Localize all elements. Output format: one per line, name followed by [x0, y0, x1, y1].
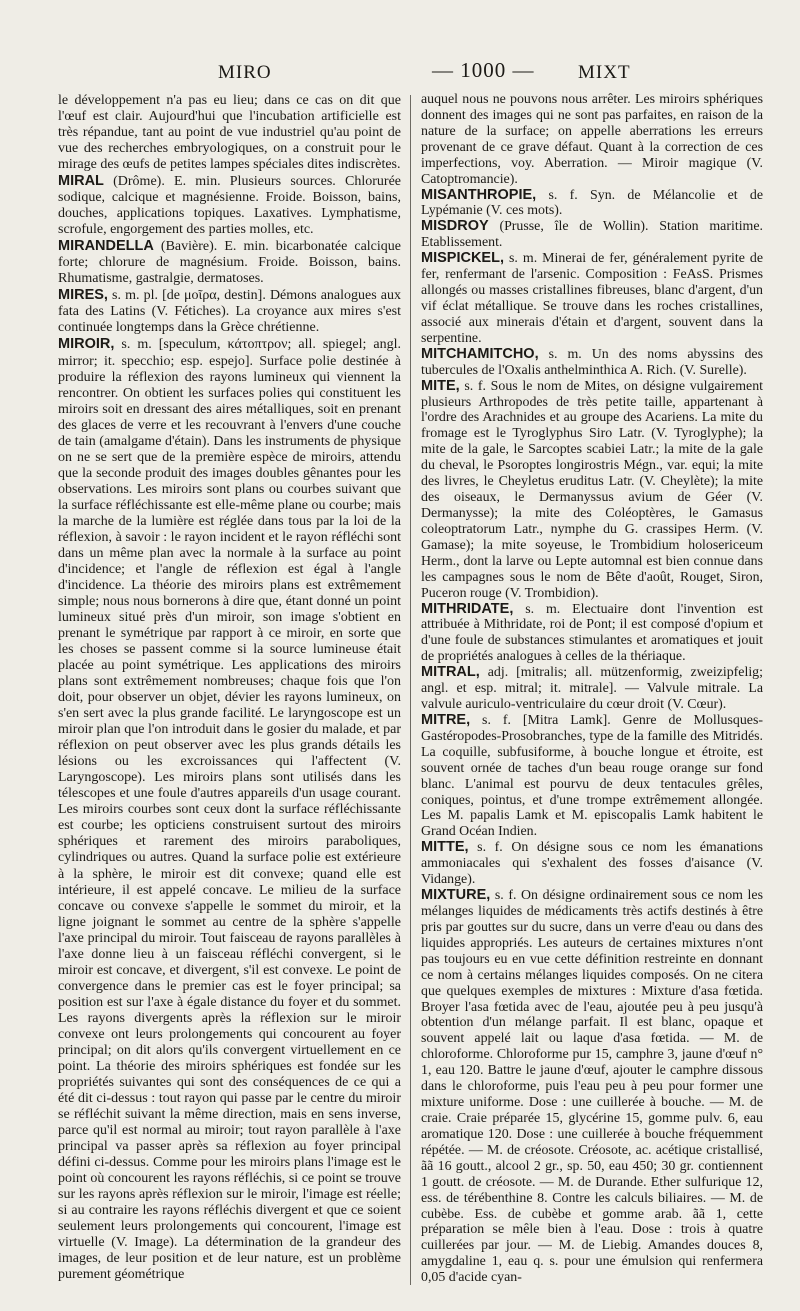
header-left-guideword: MIRO — [218, 62, 272, 83]
entry-mitre: MITRE, s. f. [Mitra Lamk]. Genre de Mollusques-Gastéropodes-Prosobranches, type de la famille des Mitridés. La coquille, subfusiforme, à bouche longue et étroite, est souvent ornée de taches d'un beau rouge orange sur fond blanc. L'animal est pourvu de deux tentacules grêles, coniques, pointus, et d'une trompe extrêmement allongée. Les M. papalis Lamk et M. episcopalis Lamk habitent le Grand Océan Indien. — [421, 711, 763, 840]
header-right-guideword: MIXT — [578, 62, 631, 83]
entry-misanthropie: MISANTHROPIE, s. f. Syn. de Mélancolie et de Lypémanie (V. ces mots). — [421, 186, 763, 219]
column-divider — [410, 95, 411, 1285]
entry-continuation: auquel nous ne pouvons nous arrêter. Les miroirs sphériques donnent des images qui ne sont pas parfaites, en raison de la nature de la surface; on appelle aberrations les erreurs provenant de ce grave défaut. Quant à la correction de ces imperfections, voy. Aberration. — Miroir magique (V. Catoptromancie). — [421, 92, 763, 187]
entry-mitchamitcho: MITCHAMITCHO, s. m. Un des noms abyssins des tubercules de l'Oxalis anthelminthica A. Rich. (V. Surelle). — [421, 345, 763, 378]
entry-mirandella: MIRANDELLA (Bavière). E. min. bicarbonatée calcique forte; chlorure de magnésium. Froide. Boisson, bains. Rhumatisme, gastralgie, dermatoses. — [58, 238, 401, 287]
entry-mispickel: MISPICKEL, s. m. Minerai de fer, généralement pyrite de fer, renfermant de l'arsenic. Composition : FeAsS. Prismes allongés ou masses cristallines fibreuses, blanc d'argent, d'un vif éclat métallique. Se trouve dans les roches cristallines, associé aux minerais d'étain et d'argent, souvent dans la serpentine. — [421, 250, 763, 346]
entry-mithridate: MITHRIDATE, s. m. Electuaire dont l'invention est attribuée à Mithridate, roi de Pont; il est composé d'opium et d'une foule de substances stimulantes et aromatiques et jouit de propriétés analogues à celles de la thériaque. — [421, 600, 763, 665]
entry-mite: MITE, s. f. Sous le nom de Mites, on désigne vulgairement plusieurs Arthropodes de très petite taille, appartenant à l'ordre des Arachnides et au groupe des Acariens. La mite du fromage est le Tyroglyphus Siro Latr. (V. Tyroglyphe); la mite de la gale, le Sarcoptes scabiei Latr.; la mite de la gale du cheval, le Psoroptes longirostris Mégn., var. equi; la mite des livres, le Cheyletus eruditus Latr. (V. Cheylète); la mite des oiseaux, le Dermanyssus avium de Géer (V. Dermanysse); la mite des Coléoptères, le Gamasus coleoptratorum Latr., nymphe du G. crassipes Herm. (V. Gamase); la mite soyeuse, le Trombidium holosericeum Herm., dont la larve ou Lepte automnal est bien connue dans les campagnes sous le nom de Bête d'août, Rouget, Siron, Puceron rouge (V. Trombidion). — [421, 377, 763, 601]
entry-miral: MIRAL (Drôme). E. min. Plusieurs sources. Chlorurée sodique, calcique et magnésienne. Froide. Boisson, bains, douches, applications topiques. Laxatives. Lymphatisme, scrofule, engorgement des parties molles, etc. — [58, 173, 401, 238]
right-column — [421, 92, 763, 1286]
page-number: — 1000 — — [432, 58, 535, 82]
left-column — [58, 92, 401, 1283]
entry-misdroy: MISDROY (Prusse, île de Wollin). Station maritime. Etablissement. — [421, 218, 763, 251]
entry-mires: MIRES, s. m. pl. [de μοῖρα, destin]. Démons analogues aux fata des Latins (V. Fétiches). La croyance aux mires s'est continuée longtemps dans la Grèce chrétienne. — [58, 287, 401, 336]
entry-mitte: MITTE, s. f. On désigne sous ce nom les émanations ammoniacales qui s'exhalent des fosses d'aisance (V. Vidange). — [421, 839, 763, 888]
running-header — [60, 58, 770, 86]
entry-miroir: MIROIR, s. m. [speculum, κάτοπτρον; all. spiegel; angl. mirror; it. specchio; esp. espejo]. Surface polie destinée à produire la réflexion des rayons lumineux qui viennent la rencontrer. On obtient les surfaces polies qui constituent les miroirs soit en dressant des aires métalliques, soit en prenant des glaces de verre et les recouvrant à l'envers d'une couche de tain (amalgame d'étain). Dans les instruments de physique on ne se sert que de la première espèce de miroirs, attendu que la seconde produit des images doubles gênantes pour les observations. Les miroirs sont plans ou courbes suivant que la surface réfléchissante est elle-même plane ou courbe; mais la marche de la lumière est réglée dans tous par la loi de la réflexion, à savoir : le rayon incident et le rayon réfléchi sont dans un même plan avec la normale à la surface au point d'incidence; et l'angle de réflexion est égal à l'angle d'incidence. La théorie des miroirs plans est extrêmement simple; nous nous bornerons à dire que, étant donné un point lumineux situé près d'un miroir, son image s'obtient en prenant le symétrique par rapport à ce miroir, en sorte que les choses se passent comme si la source lumineuse était placée au point symétrique. Les applications des miroirs plans sont extrêmement nombreuses; chaque fois que l'on doit, pour observer un objet, dévier les rayons lumineux, on s'en sert avec la plus grande facilité. Le laryngoscope est un miroir plan que l'on introduit dans le gosier du malade, et par réflexion on peut observer avec les plus grands détails les lésions ou les excroissances qui l'affectent (V. Laryngoscope). Les miroirs plans sont utilisés dans les télescopes et une foule d'autres appareils d'un usage courant. Les miroirs courbes sont ceux dont la surface réfléchissante est courbe; les opticiens construisent surtout des miroirs sphériques et rarement des miroirs paraboliques, cylindriques ou autres. Quand la surface polie est extérieure à la sphère, le miroir est dit convexe; quand elle est intérieure, il est appelé concave. Le milieu de la surface concave ou convexe s'appelle le sommet du miroir, et la ligne joignant le sommet au centre de la sphère s'appelle l'axe principal du miroir. Tout faisceau de rayons parallèles à l'axe donne lieu à un faisceau réfléchi convergent, si le miroir est concave, et divergent, s'il est convexe. Le point de convergence dans le premier cas est le foyer principal; sa position est sur l'axe à égale distance du foyer et du sommet. Les rayons divergents après la réflexion sur le miroir convexe ont leurs prolongements qui concourent au foyer principal; on dit alors qu'ils convergent virtuellement en ce point. La théorie des miroirs sphériques est fondée sur les propriétés suivantes qui sont des conséquences de ce qui a été dit ci-dessus : tout rayon qui passe par le centre du miroir se réfléchit suivant la même direction, mais en sens inverse, parce qu'il est normal au miroir; tout rayon parallèle à l'axe principal va passer après sa réflexion au foyer principal défini ci-dessus. Comme pour les miroirs plans l'image est le point où concourent les rayons réfléchis, si ce point se trouve sur les rayons après réflexion sur le miroir, l'image est réelle; si au contraire les rayons réfléchis divergent et que ce soient seulement leurs prolongements qui concourent, l'image est virtuelle (V. Image). La détermination de la grandeur des images, de leur position et de leur nature, est un problème purement géométrique — [58, 336, 401, 1283]
entry-mixture: MIXTURE, s. f. On désigne ordinairement sous ce nom les mélanges liquides de médicaments très actifs destinés à être pris par gouttes sur du sucre, dans un verre d'eau ou dans des liquides appropriés. Les auteurs de certaines mixtures n'ont pas toujours eu en vue cette définition restreinte en donnant ce nom à certains mélanges liquides composés. On ne citera que quelques exemples de mixtures : Mixture d'asa fœtida. Broyer l'asa fœtida avec de l'eau, ajoutée peu à peu jusqu'à obtention d'un mélange parfait. Il est blanc, opaque et souvent appelé lait ou laque d'asa fœtida. — M. de chloroforme. Chloroforme pur 15, camphre 3, jaune d'œuf n° 1, eau 120. Battre le jaune d'œuf, ajouter le camphre dissous dans le chloroforme, puis l'eau peu à peu pour former une mixture uniforme. Dose : une cuillerée à bouche. — M. de craie. Craie préparée 15, glycérine 15, gomme pulv. 6, eau aromatique 120. Dose : une cuillerée à bouche fréquemment répétée. — M. de créosote. Créosote, ac. acétique cristallisé, ãã 16 goutt., alcool 2 gr., sp. 50, eau 450; 30 gr. contiennent 1 goutt. de créosote. — M. de Durande. Ether sulfurique 12, ess. de térébenthine 8. Contre les calculs biliaires. — M. de cubèbe. Ess. de cubèbe et gomme arab. ãã 1, cette préparation se mêle bien à l'eau. Dose : trois à quatre cuillerées par jour. — M. de Liebig. Amandes douces 8, amygdaline 1, eau q. s. pour une émulsion qui renfermera 0,05 d'acide cyan- — [421, 887, 763, 1286]
entry-mitral: MITRAL, adj. [mitralis; all. mützenformig, zweizipfelig; angl. et esp. mitral; it. mitrale]. — Valvule mitrale. La valvule auriculo-ventriculaire du cœur droit (V. Cœur). — [421, 664, 763, 713]
entry-continuation: le développement n'a pas eu lieu; dans ce cas on dit que l'œuf est clair. Aujourd'hui que l'incubation artificielle est très répandue, tant au point de vue industriel qu'au point de vue des recherches embryologiques, on a construit pour le mirage des œufs de petites lampes spéciales dites indiscrètes. — [58, 93, 401, 173]
